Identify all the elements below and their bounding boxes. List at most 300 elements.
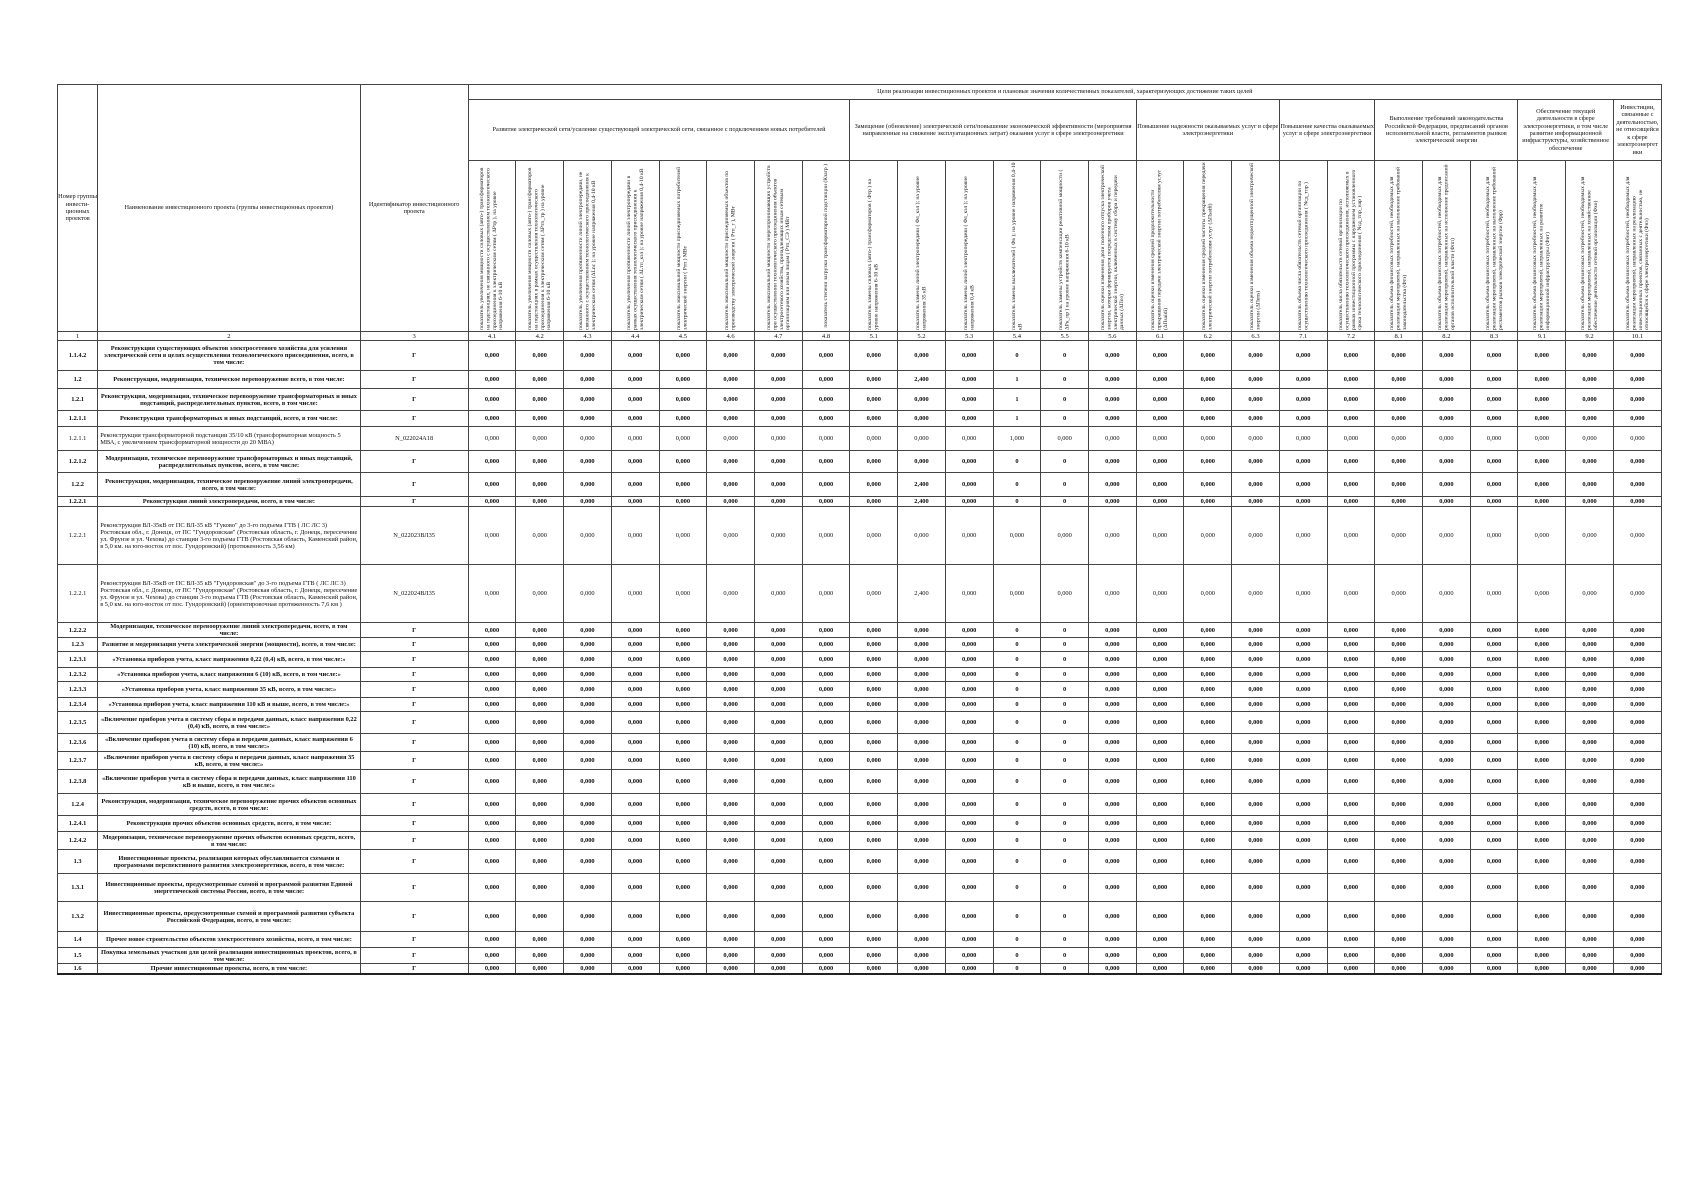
row-value-cell: 0,000 bbox=[1327, 473, 1375, 497]
row-value-cell: 0,000 bbox=[1375, 497, 1423, 507]
row-value-cell: 0,000 bbox=[754, 948, 802, 964]
col-subheader bbox=[1566, 161, 1614, 332]
row-value-cell: 0,000 bbox=[1184, 682, 1232, 698]
col-number: 4.6 bbox=[707, 332, 755, 341]
row-value-cell: 0,000 bbox=[898, 427, 946, 451]
row-value-cell: 0 bbox=[1041, 816, 1089, 832]
col-number: 8.1 bbox=[1375, 332, 1423, 341]
row-value-cell: 0,000 bbox=[1470, 427, 1518, 451]
row-group-no: 1.2.3.1 bbox=[58, 652, 98, 668]
col-subheader bbox=[1327, 161, 1375, 332]
row-value-cell: 0,000 bbox=[659, 698, 707, 712]
row-value-cell: 0,000 bbox=[850, 473, 898, 497]
row-value-cell: 0,000 bbox=[611, 770, 659, 794]
row-value-cell: 0,000 bbox=[1279, 389, 1327, 411]
row-value-cell: 0,000 bbox=[1184, 902, 1232, 932]
row-value-cell: 0,000 bbox=[1089, 698, 1137, 712]
row-value-cell: 0,000 bbox=[945, 964, 993, 974]
row-project-id: Г bbox=[360, 850, 468, 874]
investment-program-sheet bbox=[57, 84, 1662, 975]
row-value-cell: 0,000 bbox=[1279, 668, 1327, 682]
row-value-cell: 0,000 bbox=[564, 770, 612, 794]
row-value-cell: 0,000 bbox=[1136, 794, 1184, 816]
row-value-cell: 0,000 bbox=[1566, 668, 1614, 682]
row-value-cell: 0,000 bbox=[1470, 850, 1518, 874]
row-value-cell: 0,000 bbox=[1089, 638, 1137, 652]
row-value-cell: 0,000 bbox=[1566, 341, 1614, 371]
row-value-cell: 0,000 bbox=[564, 698, 612, 712]
row-project-id: Г bbox=[360, 832, 468, 850]
row-value-cell: 0,000 bbox=[1613, 874, 1661, 902]
col-number: 5.1 bbox=[850, 332, 898, 341]
col-group-header: Развитие электрической сети/усиление существующей электрической сети, связанное с подключением новых потребителей bbox=[468, 100, 850, 161]
row-value-cell: 0,000 bbox=[1232, 652, 1280, 668]
row-value-cell: 0,000 bbox=[516, 712, 564, 734]
row-value-cell: 0 bbox=[1041, 832, 1089, 850]
row-value-cell: 0,000 bbox=[1136, 389, 1184, 411]
row-value-cell: 0,000 bbox=[1136, 734, 1184, 752]
row-value-cell: 0,000 bbox=[611, 712, 659, 734]
row-value-cell: 0,000 bbox=[850, 752, 898, 770]
row-value-cell: 0,000 bbox=[611, 816, 659, 832]
row-value-cell: 0,000 bbox=[516, 652, 564, 668]
row-value-cell: 0,000 bbox=[1327, 497, 1375, 507]
row-value-cell: 2,400 bbox=[898, 371, 946, 389]
row-value-cell: 0,000 bbox=[1279, 652, 1327, 668]
row-value-cell: 0,000 bbox=[468, 473, 516, 497]
row-value-cell: 0,000 bbox=[1423, 902, 1471, 932]
row-value-cell: 0,000 bbox=[1375, 668, 1423, 682]
row-project-name: Покупка земельных участков для целей реализации инвестиционных проектов, всего, в том числе: bbox=[98, 948, 360, 964]
row-value-cell: 0,000 bbox=[611, 832, 659, 850]
row-value-cell: 0,000 bbox=[611, 964, 659, 974]
row-value-cell: 0,000 bbox=[945, 473, 993, 497]
row-value-cell: 0,000 bbox=[611, 794, 659, 816]
row-project-name: «Установка приборов учета, класс напряжения 35 кВ, всего, в том числе:» bbox=[98, 682, 360, 698]
row-value-cell: 0,000 bbox=[1470, 371, 1518, 389]
row-value-cell: 0,000 bbox=[1279, 948, 1327, 964]
col-number: 4.7 bbox=[754, 332, 802, 341]
row-value-cell: 0,000 bbox=[1089, 948, 1137, 964]
row-value-cell: 0,000 bbox=[611, 902, 659, 932]
row-value-cell: 0 bbox=[993, 948, 1041, 964]
row-value-cell: 0,000 bbox=[707, 712, 755, 734]
row-value-cell: 0,000 bbox=[850, 411, 898, 427]
row-value-cell: 0,000 bbox=[1232, 411, 1280, 427]
row-value-cell: 0,000 bbox=[898, 623, 946, 638]
col-subheader bbox=[659, 161, 707, 332]
row-group-no: 1.2.2.2 bbox=[58, 623, 98, 638]
row-value-cell: 0,000 bbox=[754, 341, 802, 371]
row-value-cell: 0,000 bbox=[611, 371, 659, 389]
col-number: 6.2 bbox=[1184, 332, 1232, 341]
row-value-cell: 0,000 bbox=[1232, 734, 1280, 752]
row-value-cell: 0,000 bbox=[754, 752, 802, 770]
row-value-cell: 0,000 bbox=[1518, 964, 1566, 974]
row-value-cell: 0,000 bbox=[564, 948, 612, 964]
row-value-cell: 0,000 bbox=[1279, 682, 1327, 698]
row-value-cell: 0 bbox=[993, 816, 1041, 832]
row-value-cell: 0,000 bbox=[1566, 682, 1614, 698]
row-group-no: 1.3.1 bbox=[58, 874, 98, 902]
row-value-cell: 0,000 bbox=[1518, 712, 1566, 734]
row-value-cell: 0,000 bbox=[516, 752, 564, 770]
row-value-cell: 0 bbox=[993, 932, 1041, 948]
row-value-cell: 0,000 bbox=[1518, 341, 1566, 371]
row-value-cell: 0 bbox=[993, 712, 1041, 734]
row-value-cell: 0,000 bbox=[1613, 668, 1661, 682]
row-value-cell: 0,000 bbox=[1566, 932, 1614, 948]
row-value-cell: 0,000 bbox=[754, 902, 802, 932]
row-value-cell: 0,000 bbox=[850, 850, 898, 874]
row-value-cell: 0,000 bbox=[1184, 770, 1232, 794]
row-value-cell: 0,000 bbox=[1613, 411, 1661, 427]
row-value-cell: 0,000 bbox=[802, 734, 850, 752]
row-value-cell: 0 bbox=[1041, 712, 1089, 734]
row-value-cell: 0,000 bbox=[516, 874, 564, 902]
row-value-cell: 0,000 bbox=[754, 712, 802, 734]
row-value-cell: 0,000 bbox=[850, 565, 898, 623]
row-value-cell: 0,000 bbox=[898, 668, 946, 682]
row-value-cell: 0,000 bbox=[1375, 507, 1423, 565]
row-value-cell: 0,000 bbox=[1470, 874, 1518, 902]
row-value-cell: 0,000 bbox=[1136, 668, 1184, 682]
row-value-cell: 0,000 bbox=[1613, 389, 1661, 411]
row-value-cell: 0,000 bbox=[707, 734, 755, 752]
col-subheader-text: показатель числа обязательств сетевой организации по осуществлению технологического присоединения, исполняемых в рамках инвестиционной программы с нарушением установленного срока технологического присоединения ( Nсд_тпр_нар ) bbox=[1338, 169, 1364, 330]
col-number: 6.3 bbox=[1232, 332, 1280, 341]
col-group-header: Инвестиции, связанные с деятельностью, не относящейся к сфере электроэнергет ики bbox=[1613, 100, 1661, 161]
row-value-cell: 0,000 bbox=[468, 638, 516, 652]
row-value-cell: 0,000 bbox=[564, 902, 612, 932]
row-value-cell: 0,000 bbox=[1613, 473, 1661, 497]
row-value-cell: 0,000 bbox=[707, 770, 755, 794]
row-value-cell: 0,000 bbox=[1423, 752, 1471, 770]
row-value-cell: 0,000 bbox=[1089, 473, 1137, 497]
row-project-name: «Включение приборов учета в систему сбора и передачи данных, класс напряжения 0,22 (0,4) кВ, всего, в том числе:» bbox=[98, 712, 360, 734]
row-value-cell: 0,000 bbox=[1470, 752, 1518, 770]
row-value-cell: 0,000 bbox=[945, 371, 993, 389]
row-value-cell: 1 bbox=[993, 411, 1041, 427]
col-subheader-text: показатель замены выключателей ( Фв ); на уровне напряжения 0,4-10 кВ bbox=[1010, 162, 1023, 330]
row-group-no: 1.2.2.1 bbox=[58, 507, 98, 565]
row-value-cell: 0,000 bbox=[659, 341, 707, 371]
table-row bbox=[58, 948, 1662, 964]
row-value-cell: 0,000 bbox=[898, 948, 946, 964]
row-value-cell: 0,000 bbox=[945, 948, 993, 964]
row-value-cell: 0,000 bbox=[564, 638, 612, 652]
row-value-cell: 0 bbox=[993, 473, 1041, 497]
row-value-cell: 0,000 bbox=[1184, 473, 1232, 497]
col-number: 6.1 bbox=[1136, 332, 1184, 341]
row-value-cell: 0,000 bbox=[1184, 948, 1232, 964]
table-row bbox=[58, 682, 1662, 698]
row-value-cell: 0,000 bbox=[468, 712, 516, 734]
row-value-cell: 0,000 bbox=[659, 473, 707, 497]
row-value-cell: 0,000 bbox=[1518, 638, 1566, 652]
row-value-cell: 0,000 bbox=[1518, 411, 1566, 427]
row-group-no: 1.2.3 bbox=[58, 638, 98, 652]
row-project-id: Г bbox=[360, 668, 468, 682]
row-value-cell: 0,000 bbox=[1136, 832, 1184, 850]
row-value-cell: 0,000 bbox=[1566, 752, 1614, 770]
row-value-cell: 0 bbox=[993, 770, 1041, 794]
row-value-cell: 0,000 bbox=[1375, 371, 1423, 389]
row-value-cell: 0,000 bbox=[802, 948, 850, 964]
row-value-cell: 0,000 bbox=[754, 473, 802, 497]
row-value-cell: 0,000 bbox=[707, 668, 755, 682]
row-value-cell: 0,000 bbox=[1423, 682, 1471, 698]
row-value-cell: 0 bbox=[993, 668, 1041, 682]
table-row bbox=[58, 473, 1662, 497]
row-value-cell: 0 bbox=[1041, 638, 1089, 652]
row-value-cell: 0,000 bbox=[659, 652, 707, 668]
row-value-cell: 0,000 bbox=[611, 341, 659, 371]
row-value-cell: 0,000 bbox=[1327, 698, 1375, 712]
row-value-cell: 0,000 bbox=[468, 734, 516, 752]
row-value-cell: 0,000 bbox=[1327, 638, 1375, 652]
row-value-cell: 0,000 bbox=[850, 874, 898, 902]
row-project-id: Г bbox=[360, 964, 468, 974]
row-value-cell: 0,000 bbox=[659, 832, 707, 850]
row-value-cell: 0,000 bbox=[1136, 964, 1184, 974]
row-value-cell: 0,000 bbox=[1375, 948, 1423, 964]
row-value-cell: 0,000 bbox=[1613, 698, 1661, 712]
row-value-cell: 0,000 bbox=[1279, 874, 1327, 902]
row-value-cell: 0,000 bbox=[945, 507, 993, 565]
row-value-cell: 0,000 bbox=[1184, 964, 1232, 974]
row-value-cell: 0,000 bbox=[898, 874, 946, 902]
row-value-cell: 0,000 bbox=[1423, 389, 1471, 411]
row-value-cell: 0,000 bbox=[1184, 371, 1232, 389]
row-value-cell: 0,000 bbox=[1518, 652, 1566, 668]
row-value-cell: 0,000 bbox=[802, 623, 850, 638]
row-value-cell: 0,000 bbox=[1327, 682, 1375, 698]
row-value-cell: 0,000 bbox=[1089, 623, 1137, 638]
row-value-cell: 0,000 bbox=[1327, 902, 1375, 932]
row-value-cell: 0,000 bbox=[468, 427, 516, 451]
col-subheader-text: показатель замены линий электропередачи ( Фл_кэл ); на уровне напряжения 0,4 кВ bbox=[962, 176, 976, 330]
row-value-cell: 0,000 bbox=[1423, 565, 1471, 623]
row-value-cell: 0,000 bbox=[850, 507, 898, 565]
row-value-cell: 0,000 bbox=[1613, 341, 1661, 371]
row-value-cell: 0,000 bbox=[850, 427, 898, 451]
row-value-cell: 0,000 bbox=[516, 497, 564, 507]
table-row bbox=[58, 668, 1662, 682]
row-project-id: N_022024ВЛ35 bbox=[360, 565, 468, 623]
row-value-cell: 0 bbox=[1041, 874, 1089, 902]
row-value-cell: 0,000 bbox=[802, 902, 850, 932]
row-value-cell: 0,000 bbox=[1613, 497, 1661, 507]
row-value-cell: 0,000 bbox=[945, 794, 993, 816]
row-value-cell: 0,000 bbox=[1279, 832, 1327, 850]
col-subheader-text: показатель объема финансовых потребностей, необходимых для реализации мероприятий, направленных на хозяйственное обеспечение деятельности сетевой организации (Фхо) bbox=[1579, 176, 1599, 330]
row-value-cell: 0,000 bbox=[802, 832, 850, 850]
row-value-cell: 0,000 bbox=[1566, 948, 1614, 964]
row-value-cell: 0,000 bbox=[564, 794, 612, 816]
table-row bbox=[58, 902, 1662, 932]
row-value-cell: 0,000 bbox=[754, 497, 802, 507]
row-value-cell: 0,000 bbox=[611, 389, 659, 411]
row-value-cell: 0 bbox=[993, 874, 1041, 902]
row-value-cell: 1,000 bbox=[993, 427, 1041, 451]
row-value-cell: 0,000 bbox=[564, 874, 612, 902]
row-project-name: Инвестиционные проекты, реализация которых обуславливается схемами и программами перспективного развития электроэнергетики, всего, в том числе: bbox=[98, 850, 360, 874]
col-subheader bbox=[1232, 161, 1280, 332]
row-group-no: 1.2.3.3 bbox=[58, 682, 98, 698]
row-value-cell: 0,000 bbox=[1375, 698, 1423, 712]
row-value-cell: 0,000 bbox=[1518, 507, 1566, 565]
row-value-cell: 0,000 bbox=[802, 698, 850, 712]
row-value-cell: 0,000 bbox=[1136, 902, 1184, 932]
row-value-cell: 0,000 bbox=[1184, 623, 1232, 638]
row-group-no: 1.2.2.1 bbox=[58, 497, 98, 507]
row-value-cell: 0 bbox=[1041, 850, 1089, 874]
row-value-cell: 0,000 bbox=[707, 473, 755, 497]
row-value-cell: 0,000 bbox=[564, 668, 612, 682]
col-subheader-text: показатель степени загрузки трансформаторной подстанции (Кзагр ) bbox=[822, 164, 829, 328]
row-value-cell: 0,000 bbox=[1279, 427, 1327, 451]
col-header-goals: Цели реализации инвестиционных проектов и плановые значения количественных показателей, характеризующих достижение таких целей bbox=[468, 85, 1661, 100]
col-subheader bbox=[1136, 161, 1184, 332]
row-value-cell: 0,000 bbox=[1184, 652, 1232, 668]
row-value-cell: 0,000 bbox=[898, 652, 946, 668]
row-project-id: Г bbox=[360, 473, 468, 497]
row-value-cell: 0,000 bbox=[1232, 698, 1280, 712]
table-row bbox=[58, 451, 1662, 473]
row-value-cell: 0,000 bbox=[707, 507, 755, 565]
col-number: 4.1 bbox=[468, 332, 516, 341]
col-subheader bbox=[1279, 161, 1327, 332]
table-row bbox=[58, 638, 1662, 652]
row-project-id: Г bbox=[360, 623, 468, 638]
row-value-cell: 0,000 bbox=[1232, 874, 1280, 902]
row-value-cell: 0,000 bbox=[468, 850, 516, 874]
row-value-cell: 0,000 bbox=[1089, 770, 1137, 794]
row-value-cell: 0,000 bbox=[611, 652, 659, 668]
row-value-cell: 0,000 bbox=[1566, 964, 1614, 974]
row-value-cell: 0,000 bbox=[516, 451, 564, 473]
row-value-cell: 0,000 bbox=[1375, 850, 1423, 874]
table-row bbox=[58, 497, 1662, 507]
row-value-cell: 0,000 bbox=[659, 427, 707, 451]
row-value-cell: 0,000 bbox=[1136, 473, 1184, 497]
row-value-cell: 0,000 bbox=[1518, 770, 1566, 794]
table-row bbox=[58, 734, 1662, 752]
row-value-cell: 0,000 bbox=[468, 389, 516, 411]
col-number: 4.2 bbox=[516, 332, 564, 341]
row-value-cell: 0,000 bbox=[1041, 427, 1089, 451]
row-value-cell: 0,000 bbox=[1232, 770, 1280, 794]
row-value-cell: 0,000 bbox=[1423, 816, 1471, 832]
row-value-cell: 0,000 bbox=[516, 341, 564, 371]
row-value-cell: 0,000 bbox=[1566, 698, 1614, 712]
row-value-cell: 0,000 bbox=[850, 623, 898, 638]
row-value-cell: 0,000 bbox=[468, 652, 516, 668]
row-value-cell: 0,000 bbox=[802, 411, 850, 427]
row-group-no: 1.2.3.8 bbox=[58, 770, 98, 794]
row-value-cell: 0,000 bbox=[1423, 734, 1471, 752]
row-value-cell: 0,000 bbox=[1136, 638, 1184, 652]
row-value-cell: 0,000 bbox=[611, 623, 659, 638]
row-value-cell: 0,000 bbox=[945, 451, 993, 473]
row-value-cell: 0,000 bbox=[707, 652, 755, 668]
col-subheader bbox=[754, 161, 802, 332]
row-value-cell: 0,000 bbox=[659, 932, 707, 948]
row-value-cell: 0,000 bbox=[898, 932, 946, 948]
row-value-cell: 0,000 bbox=[1566, 652, 1614, 668]
row-value-cell: 0,000 bbox=[659, 794, 707, 816]
row-value-cell: 0,000 bbox=[802, 389, 850, 411]
row-value-cell: 0,000 bbox=[754, 623, 802, 638]
row-project-name: Реконструкция трансформаторной подстанции 35/10 кВ (трансформаторная мощность 5 МВА, с увеличением трансформаторной мощности до 20 МВА) bbox=[98, 427, 360, 451]
row-value-cell: 0,000 bbox=[564, 371, 612, 389]
row-value-cell: 0,000 bbox=[1232, 507, 1280, 565]
row-value-cell: 0,000 bbox=[1327, 341, 1375, 371]
row-value-cell: 0,000 bbox=[802, 932, 850, 948]
row-value-cell: 0 bbox=[1041, 473, 1089, 497]
row-value-cell: 0,000 bbox=[1232, 932, 1280, 948]
row-value-cell: 0,000 bbox=[802, 668, 850, 682]
row-value-cell: 0,000 bbox=[1232, 948, 1280, 964]
row-value-cell: 0,000 bbox=[993, 507, 1041, 565]
col-subheader-text: показатель объема финансовых потребностей, необходимых для реализации мероприятий, направленных на реализацию инвестиционных проектов, связанных с деятельностью, не относящейся к сфере электроэнергетики (Фнэ) bbox=[1624, 176, 1650, 330]
row-value-cell: 0,000 bbox=[945, 652, 993, 668]
row-value-cell: 0,000 bbox=[1279, 770, 1327, 794]
row-value-cell: 0,000 bbox=[802, 850, 850, 874]
row-value-cell: 0,000 bbox=[945, 668, 993, 682]
row-value-cell: 0,000 bbox=[1566, 734, 1614, 752]
col-number: 2 bbox=[98, 332, 360, 341]
table-row bbox=[58, 932, 1662, 948]
table-row bbox=[58, 816, 1662, 832]
row-value-cell: 0,000 bbox=[1613, 932, 1661, 948]
col-number: 5.4 bbox=[993, 332, 1041, 341]
row-value-cell: 0,000 bbox=[1423, 850, 1471, 874]
row-value-cell: 0,000 bbox=[1613, 902, 1661, 932]
row-value-cell: 0,000 bbox=[1279, 497, 1327, 507]
row-value-cell: 0,000 bbox=[802, 507, 850, 565]
row-value-cell: 0,000 bbox=[850, 734, 898, 752]
row-value-cell: 0,000 bbox=[516, 507, 564, 565]
row-value-cell: 0,000 bbox=[802, 371, 850, 389]
col-group-header: Замещение (обновление) электрической сети/повышение экономической эффективности (мероприятия направленные на снижение эксплуатационных затрат) оказания услуг в сфере электроэнергетики bbox=[850, 100, 1136, 161]
row-value-cell: 0,000 bbox=[1279, 964, 1327, 974]
col-number: 1 bbox=[58, 332, 98, 341]
row-value-cell: 0,000 bbox=[1136, 427, 1184, 451]
row-value-cell: 0,000 bbox=[1232, 712, 1280, 734]
row-value-cell: 0,000 bbox=[850, 932, 898, 948]
row-value-cell: 0,000 bbox=[1470, 698, 1518, 712]
table-row bbox=[58, 698, 1662, 712]
row-value-cell: 0,000 bbox=[1327, 874, 1375, 902]
row-project-id: Г bbox=[360, 389, 468, 411]
row-value-cell: 0,000 bbox=[1470, 712, 1518, 734]
row-value-cell: 0,000 bbox=[564, 473, 612, 497]
row-value-cell: 0,000 bbox=[468, 451, 516, 473]
row-value-cell: 0,000 bbox=[1327, 816, 1375, 832]
row-value-cell: 0,000 bbox=[516, 734, 564, 752]
row-value-cell: 0,000 bbox=[516, 411, 564, 427]
row-value-cell: 0,000 bbox=[898, 712, 946, 734]
row-value-cell: 0,000 bbox=[1136, 712, 1184, 734]
row-value-cell: 0,000 bbox=[802, 712, 850, 734]
row-value-cell: 0,000 bbox=[802, 874, 850, 902]
row-value-cell: 0,000 bbox=[850, 341, 898, 371]
row-value-cell: 0,000 bbox=[1375, 816, 1423, 832]
row-group-no: 1.2.4 bbox=[58, 794, 98, 816]
row-value-cell: 0,000 bbox=[1232, 816, 1280, 832]
